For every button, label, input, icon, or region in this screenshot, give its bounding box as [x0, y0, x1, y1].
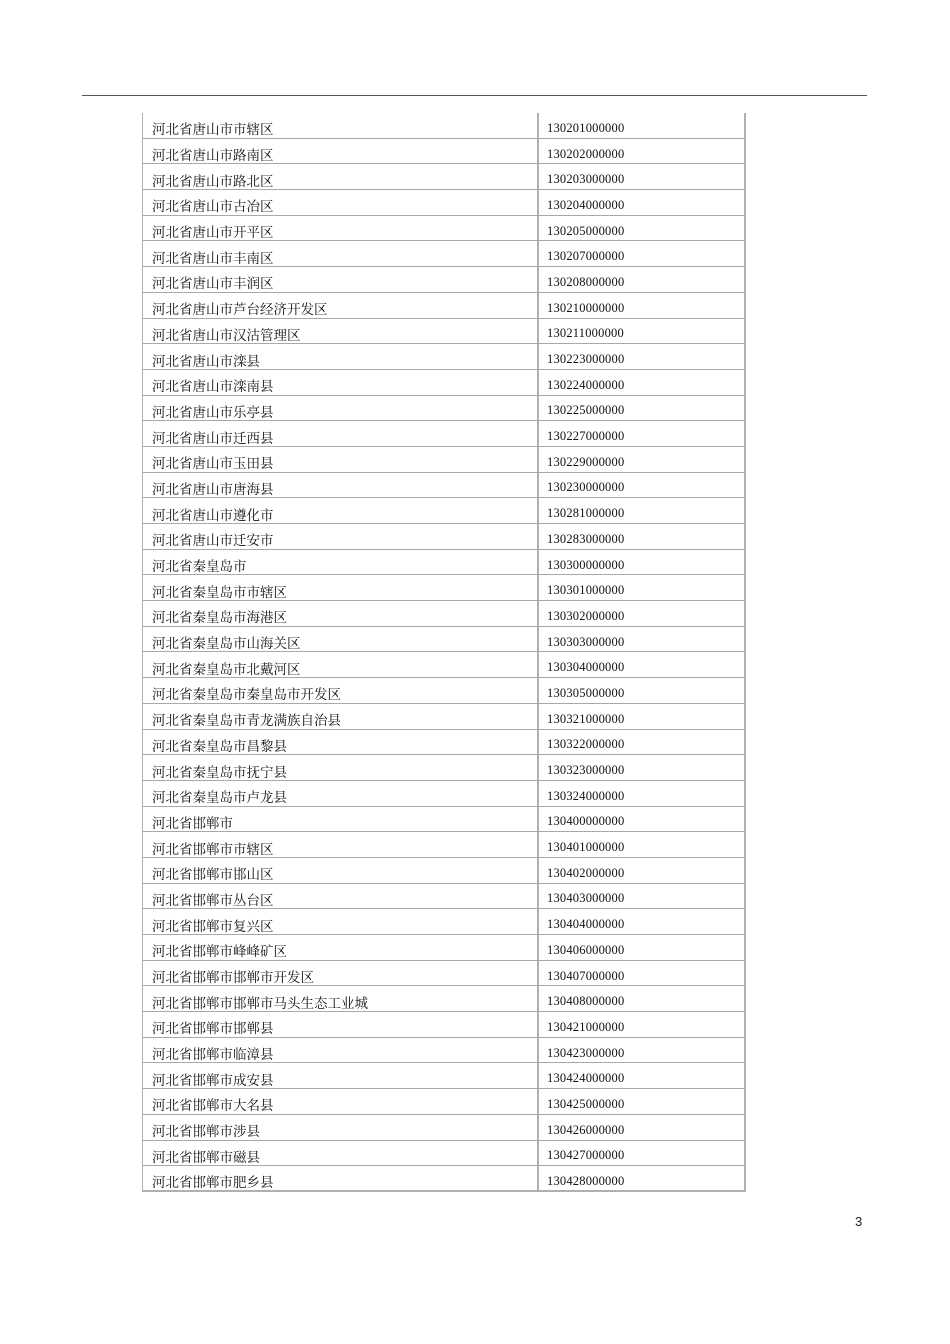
division-code-cell: 130302000000 [547, 608, 625, 623]
division-code-cell: 130225000000 [547, 403, 625, 418]
table-row [143, 601, 744, 627]
division-name-cell: 河北省邯郸市市辖区 [143, 832, 539, 857]
division-name-cell: 河北省邯郸市邯郸市马头生态工业城 [143, 986, 539, 1011]
table-row [143, 241, 744, 267]
table-row [143, 1089, 744, 1115]
division-code-cell: 130421000000 [547, 1019, 625, 1034]
division-name-cell: 河北省秦皇岛市市辖区 [143, 575, 539, 600]
table-row [143, 344, 744, 370]
table-row [143, 986, 744, 1012]
table-row [143, 447, 744, 473]
table-row [143, 216, 744, 242]
table-row [143, 1115, 744, 1141]
table-row [143, 473, 744, 499]
table-row [143, 498, 744, 524]
division-code-cell: 130408000000 [547, 994, 625, 1009]
division-code-cell: 130230000000 [547, 480, 625, 495]
division-code-cell: 130202000000 [547, 146, 625, 161]
table-row [143, 832, 744, 858]
division-code-cell: 130406000000 [547, 942, 625, 957]
division-code-cell: 130403000000 [547, 891, 625, 906]
division-name-cell: 河北省邯郸市 [143, 807, 539, 832]
table-row [143, 678, 744, 704]
table-row [143, 1166, 744, 1192]
division-code-cell: 130223000000 [547, 352, 625, 367]
table-row [143, 730, 744, 756]
division-code-cell: 130425000000 [547, 1096, 625, 1111]
division-code-cell: 130407000000 [547, 968, 625, 983]
division-name-cell: 河北省邯郸市丛台区 [143, 884, 539, 909]
division-name-cell: 河北省唐山市玉田县 [143, 447, 539, 472]
division-name-cell: 河北省秦皇岛市北戴河区 [143, 652, 539, 677]
division-name-cell: 河北省唐山市丰润区 [143, 267, 539, 292]
division-code-cell: 130300000000 [547, 557, 625, 572]
division-code-cell: 130428000000 [547, 1173, 625, 1188]
division-name-cell: 河北省唐山市迁西县 [143, 421, 539, 446]
table-row [143, 190, 744, 216]
table-row [143, 652, 744, 678]
division-code-cell: 130208000000 [547, 274, 625, 289]
table-row [143, 1038, 744, 1064]
division-code-cell: 130281000000 [547, 506, 625, 521]
table-row [143, 781, 744, 807]
division-code-cell: 130426000000 [547, 1122, 625, 1137]
division-code-cell: 130229000000 [547, 454, 625, 469]
table-row [143, 858, 744, 884]
division-code-cell: 130324000000 [547, 788, 625, 803]
table-row [143, 319, 744, 345]
division-name-cell: 河北省邯郸市邯郸县 [143, 1012, 539, 1037]
table-row [143, 267, 744, 293]
division-code-cell: 130283000000 [547, 531, 625, 546]
table-row [143, 396, 744, 422]
division-name-cell: 河北省唐山市丰南区 [143, 241, 539, 266]
table-row [143, 1141, 744, 1167]
division-name-cell: 河北省邯郸市成安县 [143, 1063, 539, 1088]
division-name-cell: 河北省邯郸市峰峰矿区 [143, 935, 539, 960]
header-rule [82, 95, 867, 96]
division-code-cell: 130207000000 [547, 249, 625, 264]
division-code-cell: 130323000000 [547, 763, 625, 778]
page-number: 3 [855, 1214, 863, 1229]
table-row [143, 164, 744, 190]
table-row [143, 884, 744, 910]
table-row [143, 1012, 744, 1038]
division-name-cell: 河北省唐山市路北区 [143, 164, 539, 189]
table-row [143, 139, 744, 165]
table-row [143, 755, 744, 781]
division-name-cell: 河北省唐山市乐亭县 [143, 396, 539, 421]
division-name-cell: 河北省唐山市遵化市 [143, 498, 539, 523]
division-name-cell: 河北省唐山市唐海县 [143, 473, 539, 498]
division-name-cell: 河北省邯郸市磁县 [143, 1141, 539, 1166]
division-name-cell: 河北省邯郸市大名县 [143, 1089, 539, 1114]
division-code-cell: 130227000000 [547, 429, 625, 444]
division-name-cell: 河北省秦皇岛市昌黎县 [143, 730, 539, 755]
table-row [143, 550, 744, 576]
division-code-cell: 130303000000 [547, 634, 625, 649]
division-name-cell: 河北省秦皇岛市卢龙县 [143, 781, 539, 806]
table-row [143, 370, 744, 396]
division-name-cell: 河北省唐山市汉沽管理区 [143, 319, 539, 344]
division-code-cell: 130205000000 [547, 223, 625, 238]
table-row [143, 704, 744, 730]
division-code-cell: 130423000000 [547, 1045, 625, 1060]
division-name-cell: 河北省秦皇岛市秦皇岛市开发区 [143, 678, 539, 703]
division-code-cell: 130201000000 [547, 120, 625, 135]
division-name-cell: 河北省秦皇岛市青龙满族自治县 [143, 704, 539, 729]
division-code-cell: 130322000000 [547, 737, 625, 752]
division-code-cell: 130224000000 [547, 377, 625, 392]
division-code-cell: 130210000000 [547, 300, 625, 315]
table-row [143, 575, 744, 601]
table-row [143, 627, 744, 653]
table-row [143, 1063, 744, 1089]
division-name-cell: 河北省邯郸市涉县 [143, 1115, 539, 1140]
division-code-cell: 130305000000 [547, 685, 625, 700]
division-name-cell: 河北省邯郸市复兴区 [143, 909, 539, 934]
division-name-cell: 河北省秦皇岛市海港区 [143, 601, 539, 626]
division-code-cell: 130321000000 [547, 711, 625, 726]
division-name-cell: 河北省秦皇岛市抚宁县 [143, 755, 539, 780]
division-code-cell: 130427000000 [547, 1148, 625, 1163]
division-name-cell: 河北省秦皇岛市 [143, 550, 539, 575]
division-code-cell: 130203000000 [547, 172, 625, 187]
table-row [143, 113, 744, 139]
table-row [143, 421, 744, 447]
table-row [143, 935, 744, 961]
division-name-cell: 河北省邯郸市临漳县 [143, 1038, 539, 1063]
table-row [143, 961, 744, 987]
table-row [143, 909, 744, 935]
division-name-cell: 河北省邯郸市邯郸市开发区 [143, 961, 539, 986]
division-code-cell: 130404000000 [547, 917, 625, 932]
division-name-cell: 河北省唐山市芦台经济开发区 [143, 293, 539, 318]
division-code-cell: 130402000000 [547, 865, 625, 880]
division-name-cell: 河北省唐山市市辖区 [143, 113, 539, 138]
division-name-cell: 河北省唐山市古冶区 [143, 190, 539, 215]
division-code-cell: 130204000000 [547, 197, 625, 212]
division-code-cell: 130304000000 [547, 660, 625, 675]
division-code-table [142, 113, 746, 1192]
division-code-cell: 130401000000 [547, 840, 625, 855]
table-row [143, 524, 744, 550]
table-row [143, 807, 744, 833]
division-name-cell: 河北省邯郸市邯山区 [143, 858, 539, 883]
division-name-cell: 河北省唐山市滦县 [143, 344, 539, 369]
division-name-cell: 河北省秦皇岛市山海关区 [143, 627, 539, 652]
division-name-cell: 河北省唐山市开平区 [143, 216, 539, 241]
division-name-cell: 河北省唐山市迁安市 [143, 524, 539, 549]
division-code-cell: 130400000000 [547, 814, 625, 829]
division-name-cell: 河北省唐山市滦南县 [143, 370, 539, 395]
division-code-cell: 130424000000 [547, 1071, 625, 1086]
division-code-cell: 130301000000 [547, 583, 625, 598]
division-code-cell: 130211000000 [547, 326, 624, 341]
division-name-cell: 河北省邯郸市肥乡县 [143, 1166, 539, 1190]
table-row [143, 293, 744, 319]
division-name-cell: 河北省唐山市路南区 [143, 139, 539, 164]
